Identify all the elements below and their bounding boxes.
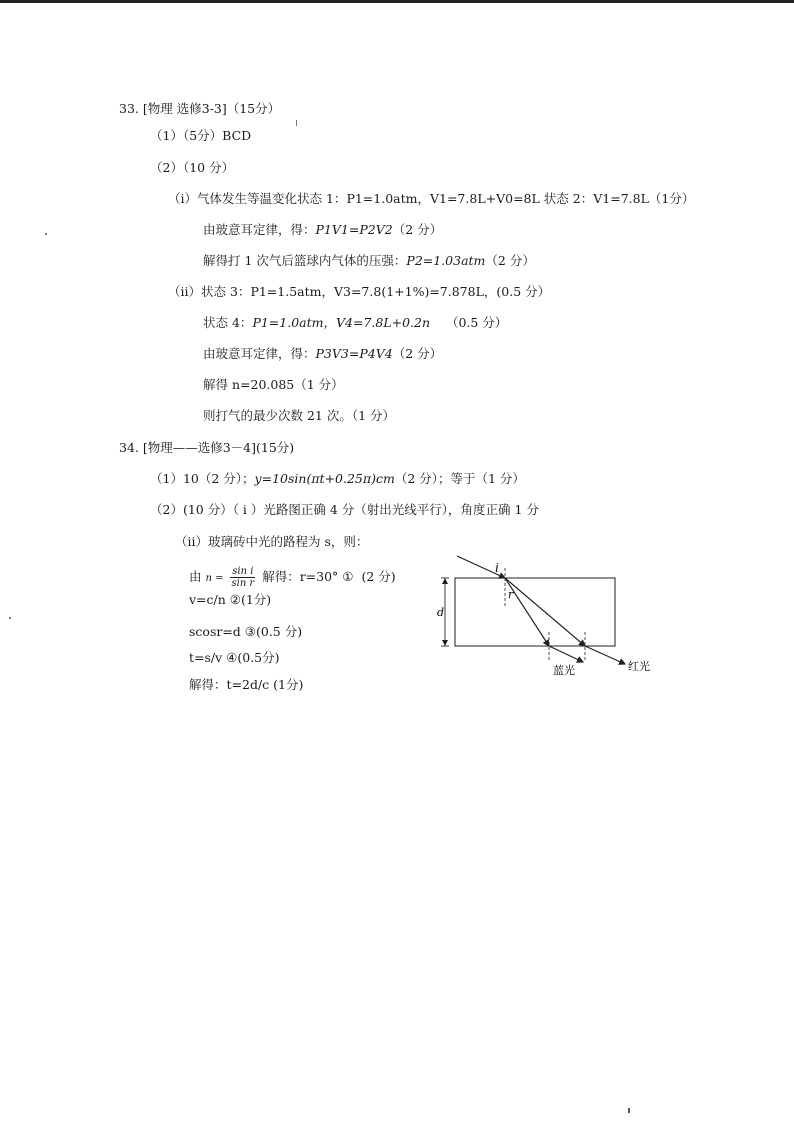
q34-ii-intro: （ii）玻璃砖中光的路程为 s，则： — [175, 534, 369, 549]
q33-state4-pts: （0.5 分） — [445, 315, 508, 330]
label-i: i — [495, 561, 499, 575]
q33-result1-pts: （2 分） — [485, 253, 535, 268]
q34-eq3: scosr=d ③(0.5 分) — [189, 624, 303, 639]
q33-boyle2-eq: P3V3=P4V4 — [315, 346, 393, 361]
q33-result2: 解得 n=20.085（1 分） — [203, 377, 344, 392]
q33-boyle1-pts: （2 分） — [392, 222, 443, 237]
q33-boyle2-pts: （2 分） — [392, 346, 443, 361]
q33-i-state2: V1=7.8L（1分） — [593, 191, 695, 206]
q33-boyle2-prefix: 由玻意耳定律，得： — [203, 346, 316, 361]
d-arrow-top — [442, 578, 448, 584]
q34-part1-a: （1）10（2 分）； — [150, 471, 255, 486]
q33-result1-prefix: 解得打 1 次气后篮球内气体的压强： — [203, 253, 407, 268]
q33-ii-line — [168, 284, 550, 300]
scan-speck — [628, 1108, 630, 1113]
q33-ii-intro: （ii）状态 3： — [168, 284, 251, 299]
q34-eq5: 解得：t=2d/c (1分) — [189, 677, 304, 692]
scan-edge — [0, 0, 794, 3]
q33-i-line — [168, 191, 694, 207]
q34-eq1-lhs: n = — [205, 573, 224, 584]
q34-eq1-solution: 解得：r=30° ① — [262, 569, 354, 584]
q34-header: 34. [物理——选修3－4](15分) — [119, 440, 295, 455]
q33-part2: （2）（10 分） — [150, 160, 235, 175]
q33-result3: 则打气的最少次数 21 次。（1 分） — [203, 408, 396, 423]
q34-eq1-fraction — [229, 566, 256, 589]
q33-boyle1-prefix: 由玻意耳定律，得： — [203, 222, 316, 237]
q34-eq4: t=s/v ④(0.5分) — [189, 650, 280, 665]
q34-eq1-pts: (2 分) — [361, 569, 396, 584]
refraction-diagram — [435, 548, 665, 683]
q33-ii-state3: P1=1.5atm，V3=7.8(1+1%)=7.878L，(0.5 分） — [250, 284, 551, 299]
red-ray-exit — [585, 646, 625, 664]
label-red: 红光 — [628, 660, 650, 673]
q34-part1-c: （2 分）；等于（1 分） — [394, 471, 525, 486]
q33-part1: （1）（5分）BCD — [150, 128, 252, 143]
red-ray-inside — [505, 578, 585, 646]
q33-boyle1 — [203, 222, 442, 238]
q34-eq1-prefix: 由 — [189, 569, 202, 584]
scan-speck — [45, 233, 47, 235]
q33-i-intro: （i）气体发生等温变化状态 1： — [168, 191, 347, 206]
q34-part1-b: y=10sin(πt+0.25π)cm — [254, 471, 395, 486]
q33-i-state1: P1=1.0atm，V1=7.8L+V0=8L — [346, 191, 540, 206]
label-r: r — [508, 588, 514, 601]
q33-i-state2-label: 状态 2： — [543, 191, 594, 206]
label-blue: 蓝光 — [553, 664, 575, 677]
q33-result1-eq: P2=1.03atm — [406, 253, 486, 268]
d-arrow-bottom — [442, 640, 448, 646]
q34-part1 — [150, 471, 525, 487]
q33-header: 33. [物理 选修3-3]（15分） — [119, 101, 281, 116]
scan-speck — [296, 120, 297, 126]
q33-state4-label: 状态 4： — [203, 315, 253, 330]
q33-boyle2 — [203, 346, 442, 362]
label-d: d — [437, 606, 445, 619]
q34-eq1-den: sin r — [231, 578, 255, 589]
q33-result1 — [203, 253, 535, 269]
q33-boyle1-eq: P1V1=P2V2 — [315, 222, 393, 237]
q34-eq1 — [189, 562, 396, 594]
q33-state4 — [203, 315, 507, 331]
scan-speck — [9, 617, 11, 619]
q34-eq2: v=c/n ②(1分) — [189, 592, 272, 607]
q34-part2: （2）(10 分）（ i ）光路图正确 4 分（射出光线平行），角度正确 1 分 — [150, 502, 539, 517]
blue-ray-exit — [549, 646, 583, 662]
glass-block — [455, 578, 615, 646]
q34-eq1-num: sin i — [232, 566, 254, 577]
q33-state4-eq: P1=1.0atm，V4=7.8L+0.2n — [252, 315, 431, 330]
